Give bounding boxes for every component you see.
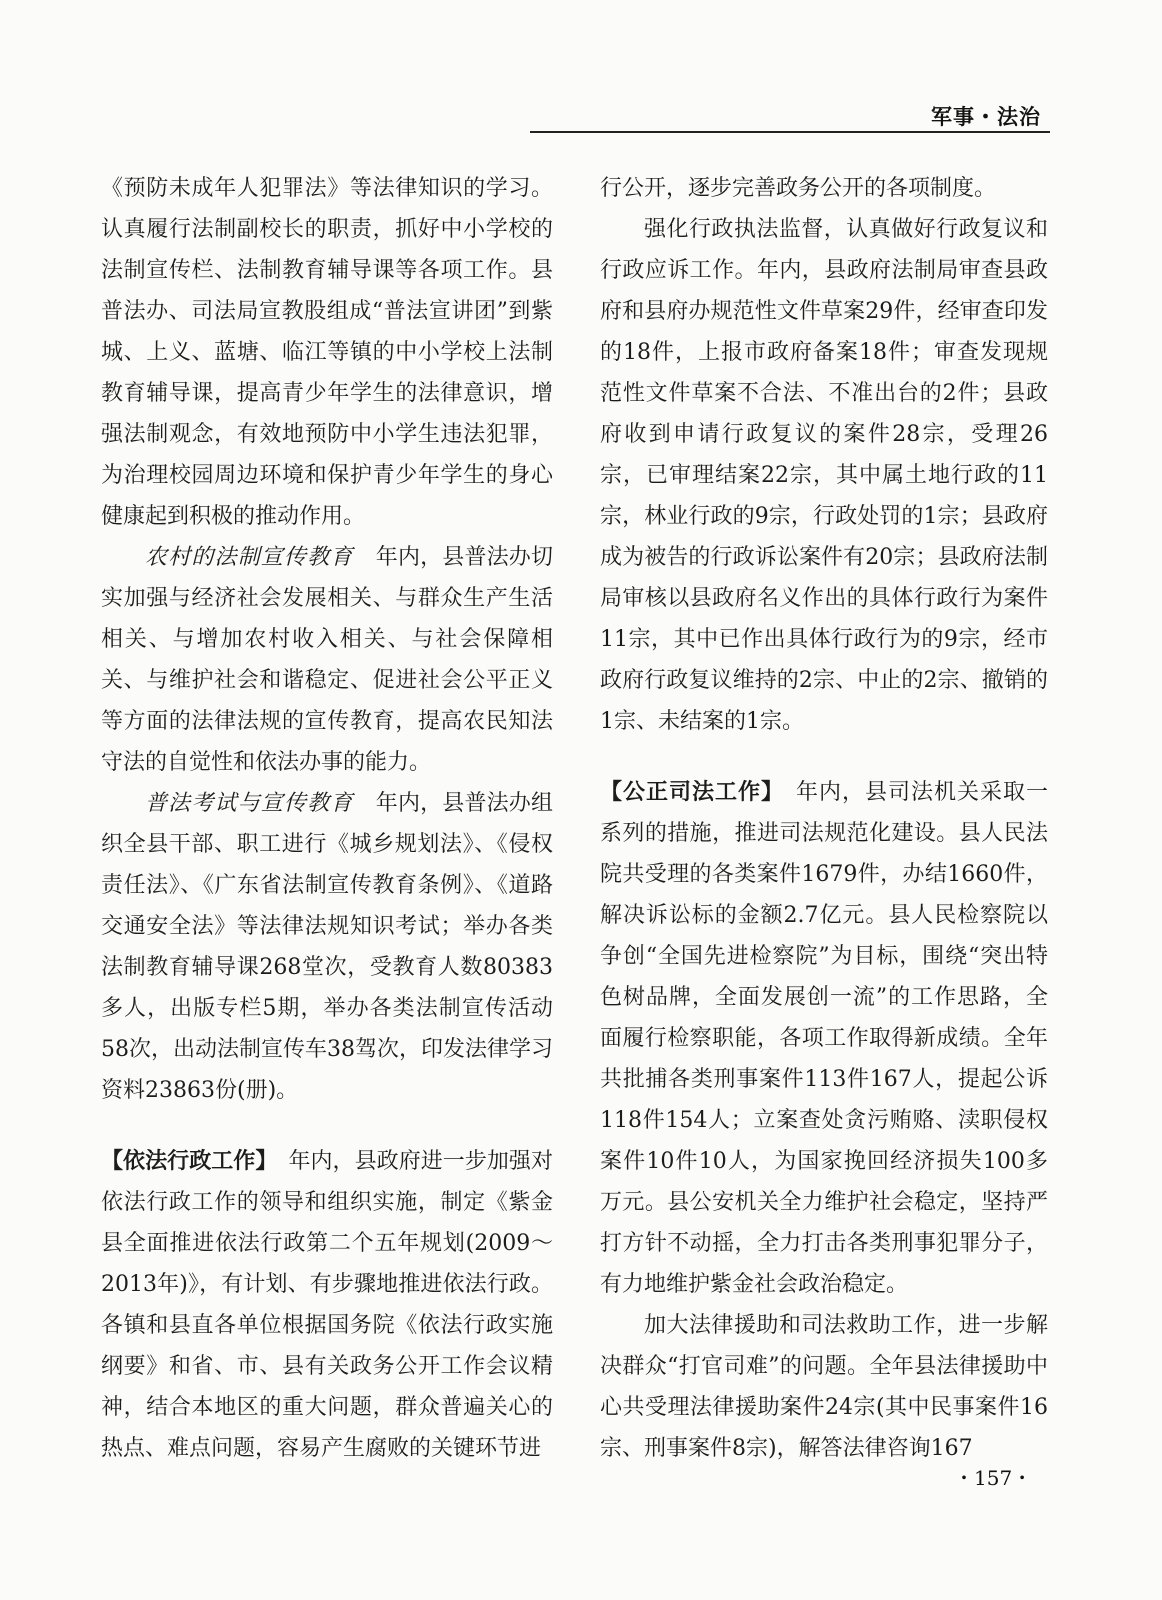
subheading-legal-exam: 普法考试与宣传教育 [145,791,354,816]
page-number: ・157・ [954,1466,1033,1490]
left-paragraph-3 [101,783,553,1111]
right-paragraph-4: 加大法律援助和司法救助工作，进一步解决群众“打官司难”的问题。全年县法律援助中心共受理法律援助案件24宗(其中民事案件16宗、刑事案件8宗)，解答法律咨询167 [600,1313,1048,1461]
right-paragraph-1: 行公开，逐步完善政务公开的各项制度。 [600,176,997,201]
left-paragraph-2-body: 年内，县普法办切实加强与经济社会发展相关、与群众生产生活相关、与增加农村收入相关、与社会保障相关、与维护社会和谐稳定、促进社会公平正义等方面的法律法规的宣传教育，提高农民知法守法的自觉性和依法办事的能力。 [101,545,553,775]
subheading-rural-legal-education: 农村的法制宣传教育 [145,545,354,570]
left-paragraph-4-body: 年内，县政府进一步加强对依法行政工作的领导和组织实施，制定《紫金县全面推进依法行政第二个五年规划(2009～2013年)》，有计划、有步骤地推进依法行政。各镇和县直各单位根据国务院《依法行政实施纲要》和省、市、县有关政务公开工作会议精神，结合本地区的重大问题，群众普遍关心的热点、难点问题，容易产生腐败的关键环节进 [101,1149,553,1461]
right-paragraph-3-body: 年内，县司法机关采取一系列的措施，推进司法规范化建设。县人民法院共受理的各类案件1679件，办结1660件，解决诉讼标的金额2.7亿元。县人民检察院以争创“全国先进检察院”为目标，围绕“突出特色树品牌，全面发展创一流”的工作思路，全面履行检察职能，各项工作取得新成绩。全年共批捕各类刑事案件113件167人，提起公诉118件154人；立案查处贪污贿赂、渎职侵权案件10件10人，为国家挽回经济损失100多万元。县公安机关全力维护社会稳定，坚持严打方针不动摇，全力打击各类刑事犯罪分子，有力地维护紫金社会政治稳定。 [600,780,1048,1297]
right-column [600,168,1048,1469]
header-rule [530,131,1050,133]
left-paragraph-1: 《预防未成年人犯罪法》等法律知识的学习。认真履行法制副校长的职责，抓好中小学校的法制宣传栏、法制教育辅导课等各项工作。县普法办、司法局宣教股组成“普法宣讲团”到紫城、上义、蓝塘、临江等镇的中小学校上法制教育辅导课，提高青少年学生的法律意识，增强法制观念，有效地预防中小学生违法犯罪，为治理校园周边环境和保护青少年学生的身心健康起到积极的推动作用。 [101,176,553,529]
left-column [101,168,553,1469]
section-heading-justice: 【公正司法工作】 [600,780,773,805]
section-heading-administration: 【依法行政工作】 [101,1149,267,1174]
right-paragraph-2: 强化行政执法监督，认真做好行政复议和行政应诉工作。年内，县政府法制局审查县政府和县府办规范性文件草案29件，经审查印发的18件，上报市政府备案18件；审查发现规范性文件草案不合法、不准出台的2件；县政府收到申请行政复议的案件28宗，受理26宗，已审理结案22宗，其中属土地行政的11宗，林业行政的9宗，行政处罚的1宗；县政府成为被告的行政诉讼案件有20宗；县政府法制局审核以县政府名义作出的具体行政行为案件11宗，其中已作出具体行政行为的9宗，经市政府行政复议维持的2宗、中止的2宗、撤销的1宗、未结案的1宗。 [600,217,1048,734]
right-paragraph-3 [600,772,1048,1305]
left-paragraph-4 [101,1141,553,1469]
section-header-title: 军事・法治 [931,105,1041,129]
left-paragraph-2 [101,537,553,783]
left-paragraph-3-body: 年内，县普法办组织全县干部、职工进行《城乡规划法》、《侵权责任法》、《广东省法制宣传教育条例》、《道路交通安全法》等法律法规知识考试；举办各类法制教育辅导课268堂次，受教育人数80383多人，出版专栏5期，举办各类法制宣传活动58次，出动法制宣传车38驾次，印发法律学习资料23863份(册)。 [101,791,553,1103]
